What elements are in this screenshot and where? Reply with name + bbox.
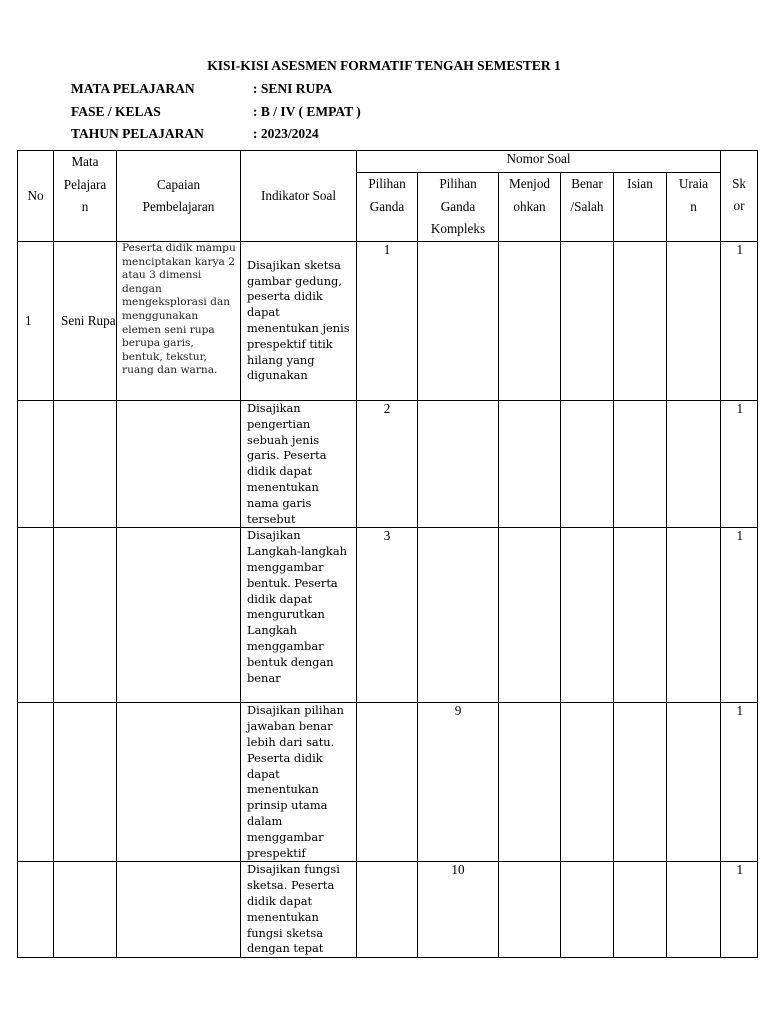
row-no — [18, 401, 54, 528]
row-pg — [357, 703, 418, 862]
row-pg: 1 — [357, 242, 418, 401]
row-uraian — [667, 703, 721, 862]
row-uraian — [667, 401, 721, 528]
row-isian — [614, 528, 667, 703]
row-pg: 2 — [357, 401, 418, 528]
header-indikator: Indikator Soal — [241, 151, 357, 242]
row-pgk: 9 — [418, 703, 499, 862]
document-title: KISI-KISI ASESMEN FORMATIF TENGAH SEMESTER 1 — [207, 58, 561, 73]
meta-value: : SENI RUPA — [253, 81, 333, 96]
row-no — [18, 528, 54, 703]
row-menjodohkan — [499, 528, 561, 703]
row-capaian — [117, 528, 241, 703]
row-indikator: Disajikan sketsa gambar gedung, peserta didik dapat menentukan jenis prespektif titik hilang yang digunakan — [241, 242, 357, 401]
row-benar-salah — [561, 862, 614, 958]
row-capaian: Peserta didik mampu menciptakan karya 2 atau 3 dimensi dengan mengeksplorasi dan menggunakan elemen seni rupa berupa garis, bentuk, tekstur, ruang dan warna. — [117, 242, 241, 401]
meta-value: : B / IV ( EMPAT ) — [253, 104, 361, 119]
row-indikator: Disajikan Langkah-langkah menggambar bentuk. Peserta didik dapat mengurutkan Langkah menggambar bentuk dengan benar — [241, 528, 357, 703]
row-isian — [614, 401, 667, 528]
table-row — [18, 401, 758, 528]
row-uraian — [667, 528, 721, 703]
row-pg — [357, 862, 418, 958]
row-menjodohkan — [499, 401, 561, 528]
table-row — [18, 528, 758, 703]
row-mapel — [54, 862, 117, 958]
row-no — [18, 862, 54, 958]
meta-label: MATA PELAJARAN — [71, 81, 195, 96]
row-capaian — [117, 862, 241, 958]
row-skor: 1 — [721, 242, 758, 401]
row-mapel — [54, 401, 117, 528]
meta-label: FASE / KELAS — [71, 104, 161, 119]
row-isian — [614, 703, 667, 862]
kisi-kisi-table — [17, 150, 758, 958]
row-mapel — [54, 703, 117, 862]
header-pgk: Pilihan Ganda Kompleks — [418, 173, 499, 242]
header-skor: Sk or — [721, 173, 758, 242]
header-isian: Isian — [614, 173, 667, 242]
row-skor: 1 — [721, 862, 758, 958]
row-capaian — [117, 401, 241, 528]
row-no: 1 — [18, 242, 54, 401]
row-benar-salah — [561, 703, 614, 862]
row-indikator: Disajikan pilihan jawaban benar lebih dari satu. Peserta didik dapat menentukan prinsip utama dalam menggambar prespektif — [241, 703, 357, 862]
row-isian — [614, 242, 667, 401]
row-pgk — [418, 528, 499, 703]
header-pg: Pilihan Ganda — [357, 173, 418, 242]
row-capaian — [117, 703, 241, 862]
row-menjodohkan — [499, 242, 561, 401]
row-mapel: Seni Rupa — [54, 242, 117, 401]
header-capaian: Capaian Pembelajaran — [117, 151, 241, 242]
row-indikator: Disajikan fungsi sketsa. Peserta didik dapat menentukan fungsi sketsa dengan tepat — [241, 862, 357, 958]
header-nomor-soal: Nomor Soal — [357, 151, 721, 173]
header-menjodohkan: Menjod ohkan — [499, 173, 561, 242]
row-pg: 3 — [357, 528, 418, 703]
table-row — [18, 862, 758, 958]
header-no: No — [18, 151, 54, 242]
row-mapel — [54, 528, 117, 703]
row-skor: 1 — [721, 528, 758, 703]
row-pgk: 10 — [418, 862, 499, 958]
row-skor: 1 — [721, 401, 758, 528]
table-row — [18, 703, 758, 862]
row-benar-salah — [561, 401, 614, 528]
meta-label: TAHUN PELAJARAN — [71, 126, 204, 141]
meta-value: : 2023/2024 — [253, 126, 319, 141]
row-benar-salah — [561, 242, 614, 401]
row-uraian — [667, 862, 721, 958]
row-menjodohkan — [499, 703, 561, 862]
row-menjodohkan — [499, 862, 561, 958]
header-mapel: Mata Pelajara n — [54, 151, 117, 242]
table-row — [18, 242, 758, 401]
row-no — [18, 703, 54, 862]
row-pgk — [418, 242, 499, 401]
row-pgk — [418, 401, 499, 528]
header-benar-salah: Benar /Salah — [561, 173, 614, 242]
row-benar-salah — [561, 528, 614, 703]
row-skor: 1 — [721, 703, 758, 862]
header-skor-top — [721, 151, 758, 173]
row-isian — [614, 862, 667, 958]
row-indikator: Disajikan pengertian sebuah jenis garis. Peserta didik dapat menentukan nama garis tersebut — [241, 401, 357, 528]
header-uraian: Uraia n — [667, 173, 721, 242]
row-uraian — [667, 242, 721, 401]
